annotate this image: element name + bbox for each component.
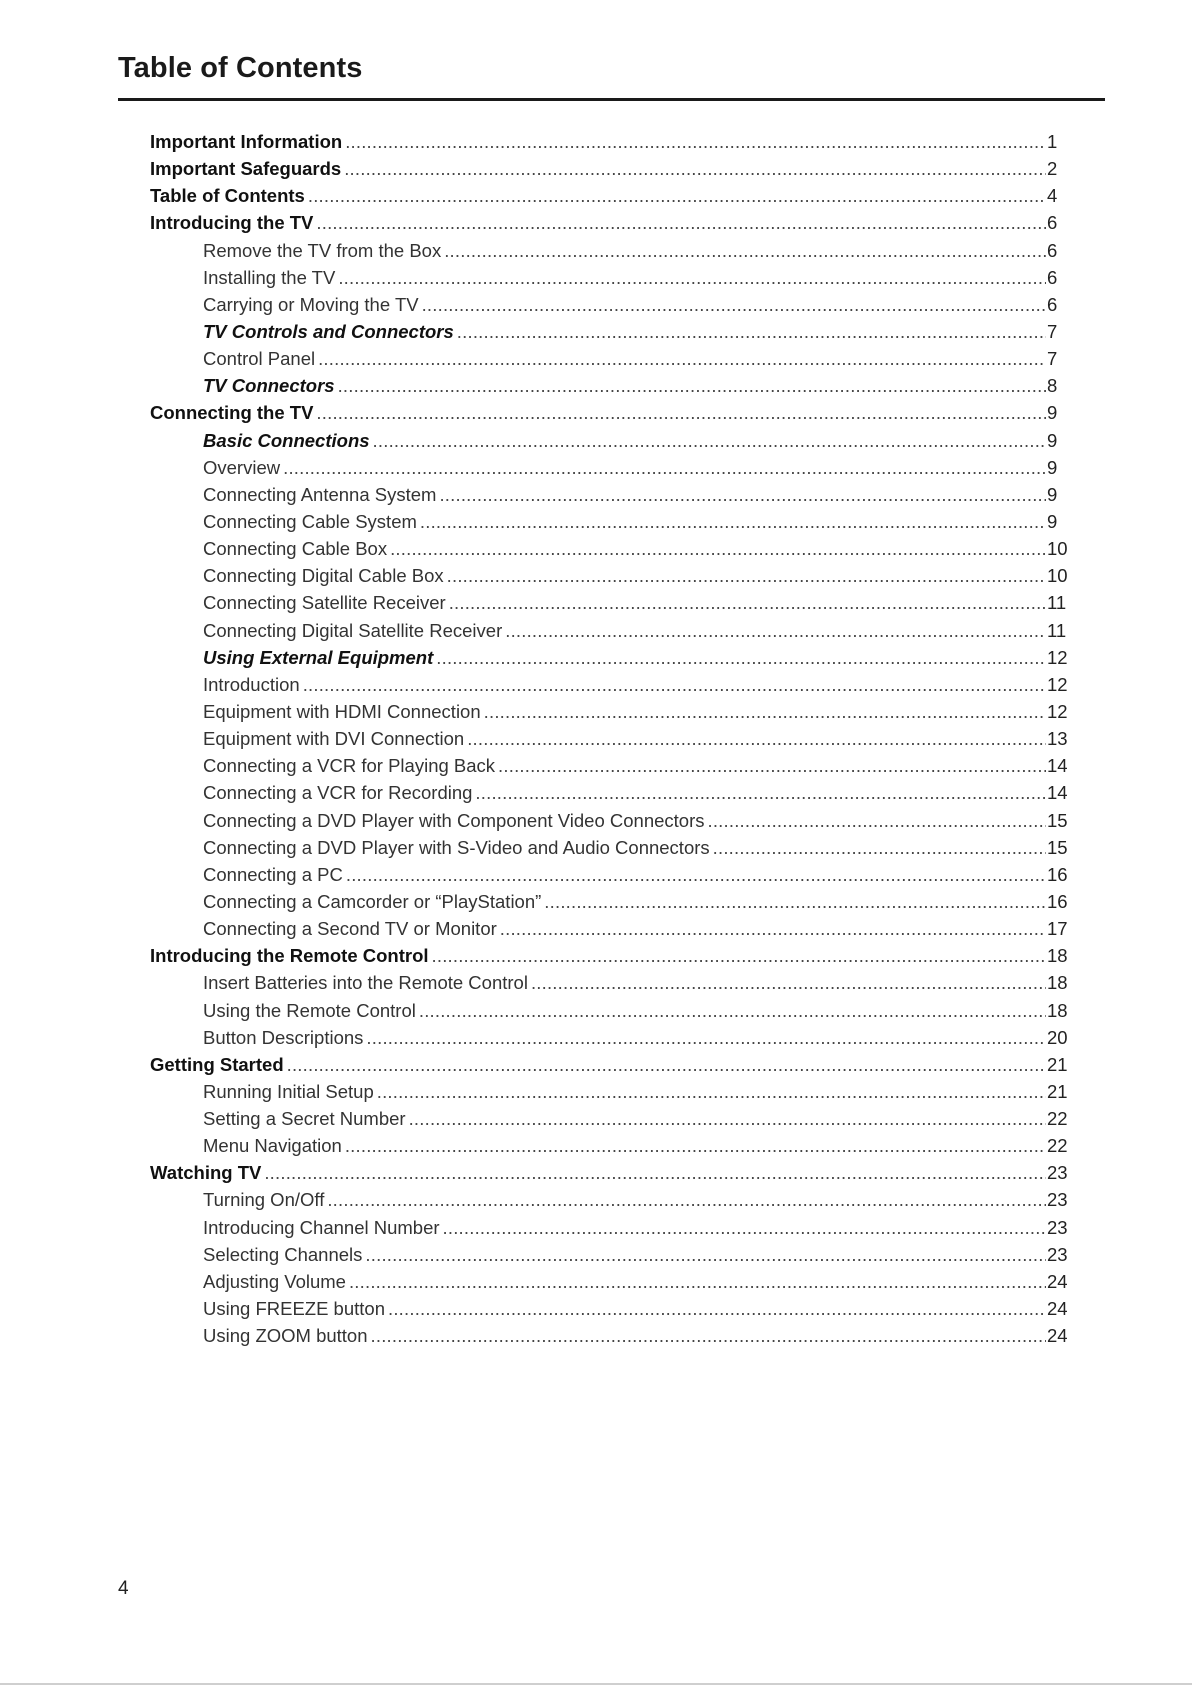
- dot-leader: [457, 318, 1046, 345]
- dot-leader: [475, 779, 1046, 806]
- toc-entry[interactable]: [150, 834, 1073, 861]
- dot-leader: [371, 1322, 1046, 1349]
- dot-leader: [436, 644, 1046, 671]
- toc-entry[interactable]: [150, 1132, 1073, 1159]
- toc-entry-page-number: 23: [1047, 1162, 1068, 1184]
- toc-entry-page-number: 24: [1047, 1270, 1068, 1292]
- toc-entry[interactable]: [150, 535, 1073, 562]
- dot-leader: [449, 589, 1046, 616]
- toc-entry[interactable]: [150, 779, 1073, 806]
- toc-entry[interactable]: [150, 1078, 1073, 1105]
- toc-entry-label: Setting a Secret Number: [203, 1108, 406, 1130]
- toc-entry-page-number: 18: [1047, 945, 1068, 967]
- dot-leader: [419, 997, 1046, 1024]
- toc-entry-label: Using FREEZE button: [203, 1298, 385, 1320]
- toc-entry[interactable]: [150, 454, 1073, 481]
- dot-leader: [447, 562, 1046, 589]
- toc-entry-page-number: 12: [1047, 700, 1068, 722]
- dot-leader: [338, 372, 1046, 399]
- toc-entry-label: TV Controls and Connectors: [203, 320, 454, 342]
- dot-leader: [338, 264, 1046, 291]
- toc-entry-label: Using External Equipment: [203, 646, 434, 668]
- toc-entry[interactable]: [150, 942, 1073, 969]
- toc-entry[interactable]: [150, 237, 1073, 264]
- toc-entry[interactable]: [150, 969, 1073, 996]
- toc-entry-page-number: 11: [1047, 619, 1067, 641]
- toc-entry-page-number: 22: [1047, 1135, 1068, 1157]
- dot-leader: [544, 888, 1046, 915]
- toc-entry-page-number: 18: [1047, 999, 1068, 1021]
- dot-leader: [439, 481, 1046, 508]
- dot-leader: [345, 1132, 1046, 1159]
- toc-entry[interactable]: [150, 1186, 1073, 1213]
- toc-entry-page-number: 14: [1047, 782, 1068, 804]
- toc-entry-label: Connecting a Camcorder or “PlayStation”: [203, 890, 542, 912]
- toc-entry-label: Watching TV: [150, 1162, 262, 1184]
- dot-leader: [443, 1214, 1046, 1241]
- toc-entry-label: Connecting Cable System: [203, 510, 417, 532]
- toc-entry-page-number: 13: [1047, 728, 1068, 750]
- dot-leader: [366, 1024, 1046, 1051]
- dot-leader: [390, 535, 1046, 562]
- toc-entry[interactable]: [150, 155, 1073, 182]
- toc-entry[interactable]: [150, 725, 1073, 752]
- dot-leader: [432, 942, 1046, 969]
- toc-entry-page-number: 15: [1047, 809, 1068, 831]
- toc-entry-page-number: 23: [1047, 1243, 1068, 1265]
- dot-leader: [264, 1159, 1046, 1186]
- toc-entry-page-number: 9: [1047, 456, 1058, 478]
- toc-entry-label: Equipment with HDMI Connection: [203, 700, 481, 722]
- toc-entry-page-number: 6: [1047, 239, 1058, 261]
- toc-entry-page-number: 24: [1047, 1298, 1068, 1320]
- toc-entry-label: Button Descriptions: [203, 1026, 364, 1048]
- toc-entry-label: Adjusting Volume: [203, 1270, 346, 1292]
- toc-entry-label: Basic Connections: [203, 429, 370, 451]
- toc-entry-label: Introduction: [203, 673, 300, 695]
- toc-entry[interactable]: [150, 861, 1073, 888]
- toc-entry-label: Connecting a Second TV or Monitor: [203, 918, 497, 940]
- dot-leader: [283, 454, 1046, 481]
- toc-entry-page-number: 4: [1047, 185, 1058, 207]
- toc-entry-label: Carrying or Moving the TV: [203, 293, 419, 315]
- toc-entry-label: Insert Batteries into the Remote Control: [203, 972, 528, 994]
- toc-entry[interactable]: [150, 1051, 1073, 1078]
- toc-entry[interactable]: [150, 644, 1073, 671]
- dot-leader: [498, 752, 1046, 779]
- toc-entry-label: Selecting Channels: [203, 1243, 363, 1265]
- title-divider: [118, 98, 1105, 101]
- toc-entry-page-number: 17: [1047, 918, 1068, 940]
- dot-leader: [377, 1078, 1046, 1105]
- toc-entry[interactable]: [150, 1268, 1073, 1295]
- dot-leader: [327, 1186, 1046, 1213]
- toc-entry[interactable]: [150, 1105, 1073, 1132]
- toc-entry[interactable]: [150, 562, 1073, 589]
- toc-entry-label: Introducing the TV: [150, 212, 314, 234]
- toc-entry-page-number: 15: [1047, 836, 1068, 858]
- toc-entry-label: Important Safeguards: [150, 158, 342, 180]
- toc-entry[interactable]: [150, 264, 1073, 291]
- toc-entry[interactable]: [150, 345, 1073, 372]
- toc-entry[interactable]: [150, 1024, 1073, 1051]
- toc-entry-page-number: 2: [1047, 158, 1058, 180]
- toc-entry-label: Overview: [203, 456, 281, 478]
- dot-leader: [316, 399, 1046, 426]
- toc-entry-label: Connecting Digital Satellite Receiver: [203, 619, 503, 641]
- toc-entry-label: Running Initial Setup: [203, 1080, 374, 1102]
- table-of-contents: [150, 128, 1073, 1349]
- toc-entry[interactable]: [150, 128, 1073, 155]
- toc-entry[interactable]: [150, 1295, 1073, 1322]
- toc-entry-label: Remove the TV from the Box: [203, 239, 442, 261]
- dot-leader: [444, 237, 1046, 264]
- dot-leader: [318, 345, 1046, 372]
- dot-leader: [422, 291, 1046, 318]
- toc-entry-label: Using ZOOM button: [203, 1325, 368, 1347]
- toc-entry[interactable]: [150, 372, 1073, 399]
- toc-entry-label: Connecting a VCR for Recording: [203, 782, 473, 804]
- toc-entry[interactable]: [150, 589, 1073, 616]
- toc-entry-page-number: 9: [1047, 402, 1058, 424]
- toc-entry-page-number: 11: [1047, 592, 1067, 614]
- toc-entry-label: Connecting the TV: [150, 402, 314, 424]
- toc-entry[interactable]: [150, 671, 1073, 698]
- toc-entry[interactable]: [150, 698, 1073, 725]
- dot-leader: [500, 915, 1046, 942]
- toc-entry[interactable]: [150, 427, 1073, 454]
- toc-entry[interactable]: [150, 807, 1073, 834]
- toc-entry-page-number: 6: [1047, 266, 1058, 288]
- toc-entry-label: Connecting Cable Box: [203, 538, 388, 560]
- dot-leader: [505, 617, 1046, 644]
- page-number: 4: [118, 1578, 129, 1599]
- toc-entry-page-number: 22: [1047, 1108, 1068, 1130]
- toc-entry[interactable]: [150, 915, 1073, 942]
- dot-leader: [287, 1051, 1046, 1078]
- dot-leader: [373, 427, 1046, 454]
- dot-leader: [346, 861, 1046, 888]
- toc-entry-label: Connecting a DVD Player with Component Video Connectors: [203, 809, 705, 831]
- toc-entry[interactable]: [150, 1241, 1073, 1268]
- toc-entry-label: Important Information: [150, 131, 343, 152]
- toc-entry-page-number: 23: [1047, 1189, 1068, 1211]
- dot-leader: [484, 698, 1046, 725]
- toc-entry-label: Connecting Digital Cable Box: [203, 565, 444, 587]
- toc-entry[interactable]: [150, 318, 1073, 345]
- toc-entry-page-number: 12: [1047, 646, 1068, 668]
- toc-entry-page-number: 6: [1047, 212, 1058, 234]
- page-title: Table of Contents: [118, 52, 363, 84]
- dot-leader: [344, 155, 1046, 182]
- toc-entry-page-number: 7: [1047, 348, 1058, 370]
- toc-entry-page-number: 21: [1047, 1080, 1068, 1102]
- toc-entry-page-number: 12: [1047, 673, 1068, 695]
- toc-entry-page-number: 10: [1047, 538, 1068, 560]
- toc-entry-label: TV Connectors: [203, 375, 335, 397]
- toc-entry[interactable]: [150, 1159, 1073, 1186]
- dot-leader: [420, 508, 1046, 535]
- toc-entry-page-number: 24: [1047, 1325, 1068, 1347]
- toc-entry[interactable]: [150, 182, 1073, 209]
- toc-entry-label: Turning On/Off: [203, 1189, 325, 1211]
- toc-entry-page-number: 18: [1047, 972, 1068, 994]
- toc-entry-label: Using the Remote Control: [203, 999, 416, 1021]
- toc-entry-page-number: 1: [1047, 131, 1058, 152]
- toc-entry-page-number: 16: [1047, 863, 1068, 885]
- dot-leader: [708, 807, 1047, 834]
- toc-entry-label: Installing the TV: [203, 266, 336, 288]
- toc-entry-label: Connecting a VCR for Playing Back: [203, 755, 496, 777]
- toc-entry-page-number: 21: [1047, 1053, 1068, 1075]
- dot-leader: [345, 128, 1046, 155]
- toc-entry[interactable]: [150, 1322, 1073, 1349]
- dot-leader: [308, 182, 1046, 209]
- toc-entry-label: Connecting Antenna System: [203, 483, 437, 505]
- toc-entry[interactable]: [150, 752, 1073, 779]
- toc-entry-label: Menu Navigation: [203, 1135, 342, 1157]
- toc-entry-page-number: 20: [1047, 1026, 1068, 1048]
- dot-leader: [303, 671, 1046, 698]
- dot-leader: [316, 209, 1046, 236]
- toc-entry[interactable]: [150, 888, 1073, 915]
- toc-entry-label: Connecting Satellite Receiver: [203, 592, 446, 614]
- toc-entry[interactable]: [150, 481, 1073, 508]
- toc-entry-page-number: 10: [1047, 565, 1068, 587]
- dot-leader: [713, 834, 1046, 861]
- toc-entry-label: Connecting a DVD Player with S-Video and Audio Connectors: [203, 836, 710, 858]
- toc-entry[interactable]: [150, 1214, 1073, 1241]
- toc-entry-label: Introducing Channel Number: [203, 1216, 440, 1238]
- toc-entry-page-number: 8: [1047, 375, 1058, 397]
- toc-entry[interactable]: [150, 508, 1073, 535]
- dot-leader: [531, 969, 1046, 996]
- dot-leader: [467, 725, 1046, 752]
- toc-entry[interactable]: [150, 209, 1073, 236]
- toc-entry[interactable]: [150, 997, 1073, 1024]
- toc-entry-page-number: 7: [1047, 320, 1058, 342]
- toc-entry-label: Equipment with DVI Connection: [203, 728, 465, 750]
- dot-leader: [388, 1295, 1046, 1322]
- toc-entry-label: Getting Started: [150, 1053, 284, 1075]
- toc-entry[interactable]: [150, 291, 1073, 318]
- toc-entry-page-number: 16: [1047, 890, 1068, 912]
- toc-entry-page-number: 6: [1047, 293, 1058, 315]
- toc-entry[interactable]: [150, 617, 1073, 644]
- toc-entry-page-number: 9: [1047, 429, 1058, 451]
- toc-entry-page-number: 23: [1047, 1216, 1068, 1238]
- toc-entry-label: Introducing the Remote Control: [150, 945, 429, 967]
- toc-entry-page-number: 9: [1047, 510, 1058, 532]
- toc-entry-label: Table of Contents: [150, 185, 305, 207]
- toc-entry[interactable]: [150, 399, 1073, 426]
- dot-leader: [409, 1105, 1046, 1132]
- toc-entry-page-number: 9: [1047, 483, 1058, 505]
- toc-entry-label: Connecting a PC: [203, 863, 343, 885]
- dot-leader: [365, 1241, 1046, 1268]
- toc-entry-label: Control Panel: [203, 348, 316, 370]
- dot-leader: [349, 1268, 1046, 1295]
- toc-entry-page-number: 14: [1047, 755, 1068, 777]
